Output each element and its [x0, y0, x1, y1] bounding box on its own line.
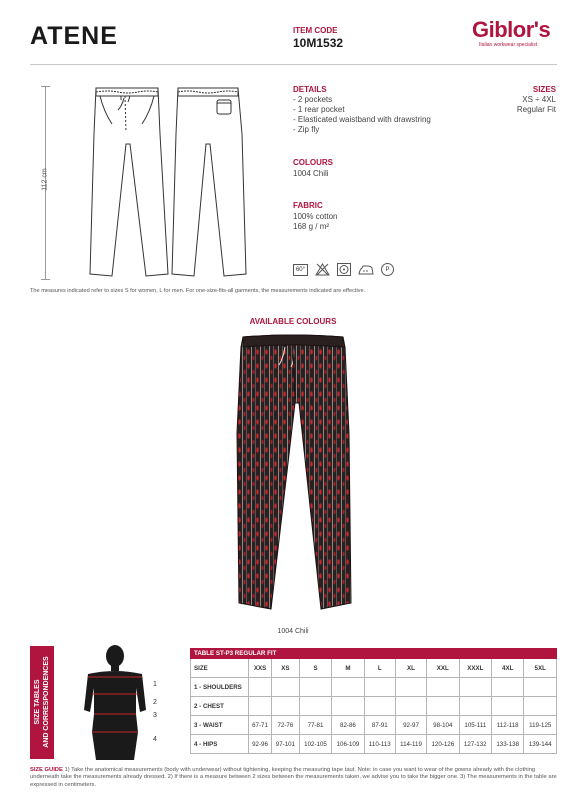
- table-cell: 133-138: [492, 735, 524, 754]
- length-label: 112 cm: [41, 168, 49, 191]
- table-cell: [272, 697, 300, 716]
- table-cell: 102-105: [299, 735, 331, 754]
- table-row: [191, 735, 557, 754]
- fabric-info: [293, 212, 337, 232]
- details-list: [293, 95, 431, 135]
- table-cell: [332, 697, 364, 716]
- table-row: [191, 678, 557, 697]
- iron-icon: [358, 263, 374, 276]
- colours-label: COLOURS: [293, 158, 333, 167]
- detail-item: - Zip fly: [293, 125, 320, 134]
- detail-item: - 2 pockets: [293, 95, 333, 104]
- table-cell: [249, 697, 272, 716]
- table-cell: [249, 678, 272, 697]
- tumble-dry-icon: [337, 263, 351, 276]
- table-cell: 110-113: [364, 735, 395, 754]
- size-table-caption: TABLE ST-P3 REGULAR FIT: [191, 649, 557, 659]
- item-code-label: ITEM CODE: [293, 26, 338, 35]
- table-cell: [395, 697, 426, 716]
- row-label: 2 - CHEST: [191, 697, 249, 716]
- table-cell: [427, 697, 459, 716]
- technical-drawing: [88, 84, 274, 280]
- fabric-weight: 168 g / m²: [293, 222, 330, 231]
- table-cell: [364, 678, 395, 697]
- dimension-cap-top: [41, 86, 50, 87]
- brand-tagline: Italian workwear specialist: [479, 42, 538, 48]
- fabric-label: FABRIC: [293, 201, 323, 210]
- row-label: 4 - HIPS: [191, 735, 249, 754]
- table-cell: [492, 697, 524, 716]
- size-table: [190, 648, 557, 754]
- table-cell: 127-132: [459, 735, 491, 754]
- table-cell: 97-101: [272, 735, 300, 754]
- size-tables-line1: SIZE TABLES: [34, 679, 41, 725]
- pants-back-drawing: [172, 88, 246, 276]
- header-divider: [30, 64, 557, 65]
- table-cell: [427, 678, 459, 697]
- table-cell: 87-91: [364, 716, 395, 735]
- table-cell: 112-118: [492, 716, 524, 735]
- care-icons: [293, 263, 394, 276]
- wash-60-icon: 60°: [293, 264, 308, 276]
- size-guide-label: SIZE GUIDE: [30, 767, 63, 773]
- table-cell: [395, 678, 426, 697]
- table-cell: [299, 697, 331, 716]
- colours-value: 1004 Chili: [293, 169, 329, 178]
- product-title: ATENE: [30, 22, 118, 50]
- marker-3: 3: [153, 712, 157, 719]
- size-column-header: S: [299, 659, 331, 678]
- body-silhouette: [80, 644, 150, 762]
- row-label: 3 - WAIST: [191, 716, 249, 735]
- table-cell: [364, 697, 395, 716]
- size-column-header: XS: [272, 659, 300, 678]
- table-cell: 77-81: [299, 716, 331, 735]
- size-column-header: SIZE: [191, 659, 249, 678]
- pants-front-drawing: [90, 88, 168, 276]
- sizes-info: [517, 95, 556, 115]
- size-guide-text: 1) Take the anatomical measurements (body with underwear) without tightening, keeping the measuring tape taut. Note: in case you want to wear of the gowns already with the clothing underneath take the measurements already dressed. 2) If there is a measure between 2 sizes between the measurements taken, we advise you to take the bigger one. 3) The measurements in the table are expressed in centimeters.: [30, 767, 557, 788]
- table-row: [191, 697, 557, 716]
- marker-1: 1: [153, 681, 157, 688]
- size-column-header: M: [332, 659, 364, 678]
- dimension-cap-bottom: [41, 279, 50, 280]
- sizes-range: XS ÷ 4XL: [522, 95, 556, 104]
- table-row: [191, 716, 557, 735]
- marker-4: 4: [153, 736, 157, 743]
- size-table-header-row: [191, 659, 557, 678]
- sizes-fit: Regular Fit: [516, 105, 556, 114]
- table-cell: [492, 678, 524, 697]
- available-colour-caption: 1004 Chili: [277, 628, 309, 635]
- table-cell: 120-126: [427, 735, 459, 754]
- table-cell: [332, 678, 364, 697]
- table-cell: [272, 678, 300, 697]
- table-cell: [459, 678, 491, 697]
- dry-clean-p-icon: P: [381, 263, 394, 276]
- marker-2: 2: [153, 699, 157, 706]
- size-tables-label: [33, 656, 51, 747]
- size-column-header: XXL: [427, 659, 459, 678]
- brand-logo: Giblor's: [472, 17, 551, 42]
- item-code: 10M1532: [293, 36, 344, 50]
- detail-item: - 1 rear pocket: [293, 105, 345, 114]
- table-cell: 67-71: [249, 716, 272, 735]
- table-cell: 139-144: [524, 735, 557, 754]
- table-cell: 92-96: [249, 735, 272, 754]
- size-column-header: 4XL: [492, 659, 524, 678]
- fabric-composition: 100% cotton: [293, 212, 338, 221]
- size-column-header: L: [364, 659, 395, 678]
- table-cell: 72-76: [272, 716, 300, 735]
- size-tables-line2: AND CORRESPONDENCES: [43, 656, 50, 748]
- table-cell: [459, 697, 491, 716]
- no-bleach-icon: [315, 263, 330, 276]
- table-cell: 82-86: [332, 716, 364, 735]
- table-cell: 105-111: [459, 716, 491, 735]
- available-colours-title: AVAILABLE COLOURS: [249, 317, 337, 326]
- table-cell: 98-104: [427, 716, 459, 735]
- size-guide: [30, 767, 557, 789]
- table-cell: 114-119: [395, 735, 426, 754]
- details-label: DETAILS: [293, 85, 327, 94]
- table-cell: 119-125: [524, 716, 557, 735]
- sizes-label: SIZES: [532, 85, 556, 94]
- table-cell: [524, 697, 557, 716]
- measure-note: The measures indicated refer to sizes S for women, L for men. For one-size-fits-all garments, the measurements indicated are effective.: [30, 288, 366, 294]
- detail-item: - Elasticated waistband with drawstring: [293, 115, 431, 124]
- product-photo-chili: [233, 333, 353, 618]
- table-cell: 106-109: [332, 735, 364, 754]
- table-cell: 92-97: [395, 716, 426, 735]
- table-cell: [299, 678, 331, 697]
- size-column-header: XXXL: [459, 659, 491, 678]
- size-column-header: XXS: [249, 659, 272, 678]
- table-cell: [524, 678, 557, 697]
- size-column-header: 5XL: [524, 659, 557, 678]
- row-label: 1 - SHOULDERS: [191, 678, 249, 697]
- size-column-header: XL: [395, 659, 426, 678]
